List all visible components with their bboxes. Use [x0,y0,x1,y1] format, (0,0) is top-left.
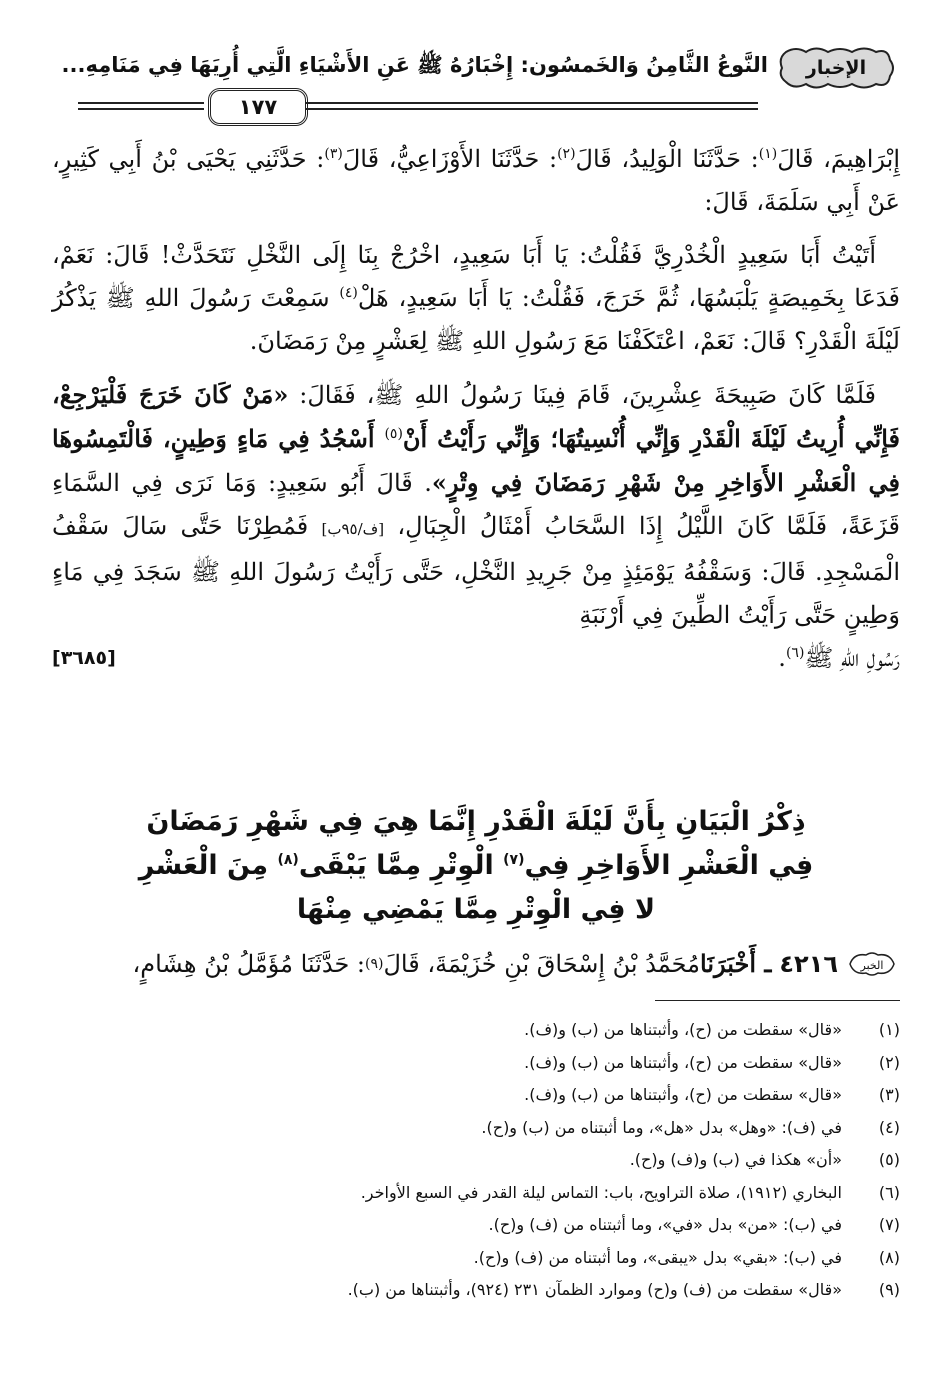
prophetic-quote: أَسْجُدُ فِي مَاءٍ وَطِينٍ، فَالْتَمِسُوهَا فِي الْعَشْرِ الأَوَاخِرِ مِنْ شَهْرِ رَمَضَانَ فِي وِتْرٍ» [52,424,901,497]
footnote-item [120,1112,900,1145]
page-number: ١٧٧ [208,88,308,126]
footnote-number: (٦) [878,1182,900,1202]
badge-label: الإخبار [805,57,867,79]
footnote-text: «قال» سقطت من (ف) و(ح) وموارد الظمآن ٢٣١ (٩٢٤)، وأثبتناها من (ب). [347,1280,842,1299]
page-header [61,42,896,119]
footnote-ref-2: (٢) [557,146,576,162]
footnote-item [120,1177,900,1210]
hadith-lead: ـ أَخْبَرَنَا [700,949,772,978]
footnote-number: (٤) [878,1117,900,1137]
khabar-label: الخبر [860,959,884,972]
matn-paragraph-1 [52,234,900,363]
heading-line-3: لا فِي الْوِتْرِ مِمَّا يَمْضِي مِنْهَا [296,894,656,925]
header-rule-left-2 [78,108,204,110]
last-line [778,637,900,680]
footnote-item [120,1274,900,1307]
footnote-text: «قال» سقطت من (ح)، وأثبتناها من (ب) و(ف). [524,1052,842,1072]
footnote-number: (٩) [878,1280,900,1299]
hadith-number: ٤٢١٦ [779,950,838,978]
footnote-number: (٨) [878,1247,900,1267]
footnote-item [120,1014,900,1047]
footnotes [120,1014,900,1307]
header-rule-right-2 [306,108,758,110]
text-run: : حَدَّثَنَا الأَوْزَاعِيُّ، قَالَ [342,145,558,173]
footnote-ref-8: (٨) [277,852,299,868]
footnote-number: (٢) [878,1052,900,1072]
footnote-ref-4: (٤) [339,285,358,301]
page-number-row [78,88,758,122]
text-run: : حَدَّثَنَا الْوَلِيدُ، قَالَ [575,145,759,173]
footnote-text: في (ب): «بقي» بدل «يبقى»، وما أثبتناه من (ف) و(ح). [473,1247,842,1267]
section-heading [52,800,900,932]
prophetic-quote: «مَنْ كَانَ خَرَجَ فَلْيَرْجِعْ، فَإِنِّي أُرِيتُ لَيْلَةَ الْقَدْرِ وَإِنِّي أُنْسِيتُهَا؛ وَإِنِّي رَأَيْتُ أَنْ [52,380,900,453]
heading-line-2 [52,844,900,888]
paragraph-end [52,637,900,680]
text-run: سَمِعْتَ رَسُولَ اللهِ ﷺ يَذْكُرُ لَيْلَةَ الْقَدْرِ؟ قَالَ: نَعَمْ، اعْتَكَفْنَا مَعَ رَسُولِ اللهِ ﷺ لِعَشْرٍ مِنْ رَمَضَانَ. [52,284,900,355]
hadith-ref-code: [٣٦٨٥] [52,647,116,669]
footnote-text: «أن» هكذا في (ب) و(ف) و(ح). [629,1150,842,1169]
text-run: : حَدَّثَنِي يَحْيَى بْنُ أَبِي كَثِيرٍ، عَنْ أَبِي سَلَمَةَ، قَالَ: [52,145,900,216]
text-run: فِي الْعَشْرِ الأَوَاخِرِ فِي [524,850,814,881]
footnote-item [120,1242,900,1275]
matn-paragraph-2 [52,373,900,637]
header-rule-right [306,102,758,104]
text-run: أَتَيْتُ أَبَا سَعِيدٍ الْخُدْرِيَّ فَقُلْتُ: يَا أَبَا سَعِيدٍ، اخْرُجْ بِنَا إِلَى النَّخْلِ نَتَحَدَّثْ! قَالَ: نَعَمْ، فَدَعَا بِخَمِيصَةٍ يَلْبَسُهَا، ثُمَّ خَرَجَ، فَقُلْتُ: يَا أَبَا سَعِيدٍ، هَلْ [52,241,900,312]
footnote-number: (٣) [878,1085,900,1104]
hadith-body [52,138,900,680]
footnote-separator [655,1000,900,1001]
khabar-ornament-icon [844,949,900,979]
footnote-text: في (ب): «من» بدل «في»، وما أثبتناه من (ف) و(ح). [488,1215,842,1234]
text-run: . [778,644,786,672]
section-badge [776,44,896,92]
text-run: الْوِتْرِ مِمَّا يَبْقَى [298,850,504,881]
text-run: إِبْرَاهِيمَ، قَالَ [777,145,900,173]
manuscript-marker: [ف/٩٥ب] [321,520,385,538]
footnote-item [120,1047,900,1080]
header-rule-left [78,102,204,104]
hadith-start: الخبر ٤٢١٦ ـ أَخْبَرَنَا مُحَمَّدُ بْنُ إِسْحَاقَ بْنِ خُزَيْمَةَ، قَالَ (٩) : حَدَّثَنَا مُؤَمَّلُ بْنُ هِشَامٍ، [52,944,900,984]
footnote-ref-6: (٦) [785,645,805,661]
footnote-text: «قال» سقطت من (ح)، وأثبتناها من (ب) و(ف). [524,1020,842,1039]
text-run: مُحَمَّدُ بْنُ إِسْحَاقَ بْنِ خُزَيْمَةَ، قَالَ [383,950,701,978]
text-run: رَسُولِ اللهِ ﷺ [804,644,900,672]
footnote-text: «قال» سقطت من (ح)، وأثبتناها من (ب) و(ف). [524,1085,842,1104]
footnote-number: (٧) [878,1215,900,1234]
footnote-item [120,1079,900,1112]
footnote-ref-3: (٣) [324,146,343,162]
footnote-text: البخاري (١٩١٢)، صلاة التراويح، باب: التماس ليلة القدر في السبع الأواخر. [360,1182,842,1202]
running-title: النَّوعُ الثَّامِنُ وَالخَمسُون: إِخْبَارُهُ ﷺ عَنِ الأَشْيَاءِ الَّتِي أُرِيَهَا فِي مَنَامِهِ... [61,53,768,77]
footnote-item [120,1209,900,1242]
footnote-ref-5: (٥) [384,426,403,442]
footnote-number: (٥) [878,1150,900,1169]
footnote-ref-1: (١) [758,146,778,162]
footnote-item [120,1144,900,1177]
isnad-continuation [52,138,900,224]
text-run: فَلَمَّا كَانَ صَبِيحَةَ عِشْرِينَ، قَامَ فِينَا رَسُولُ اللهِ ﷺ، فَقَالَ: [288,381,877,409]
footnote-text: في (ف): «وهل» بدل «هل»، وما أثبتناه من (ب) و(ح). [481,1117,842,1137]
text-run: . قَالَ أَبُو سَعِيدٍ: وَمَا نَرَى فِي السَّمَاءِ قَزَعَةً، فَلَمَّا كَانَ اللَّيْلُ إِذَا السَّحَابُ أَمْثَالُ الْجِبَالِ، [52,469,900,540]
text-run: مِنَ الْعَشْرِ [138,850,278,881]
text-run: فَمُطِرْنَا حَتَّى سَالَ سَقْفُ الْمَسْجِدِ. قَالَ: وَسَقْفُهُ يَوْمَئِذٍ مِنْ جَرِيدِ النَّخْلِ، حَتَّى رَأَيْتُ رَسُولَ اللهِ ﷺ سَجَدَ فِي مَاءٍ وَطِينٍ حَتَّى رَأَيْتُ الطِّينَ فِي أَرْنَبَةِ [52,512,900,629]
heading-line-1: ذِكْرُ الْبَيَانِ بِأَنَّ لَيْلَةَ الْقَدْرِ إِنَّمَا هِيَ فِي شَهْرِ رَمَضَانَ [146,806,806,837]
footnote-ref-7: (٧) [503,852,525,868]
text-run: : حَدَّثَنَا مُؤَمَّلُ بْنُ هِشَامٍ، [132,950,366,978]
footnote-number: (١) [878,1020,900,1039]
